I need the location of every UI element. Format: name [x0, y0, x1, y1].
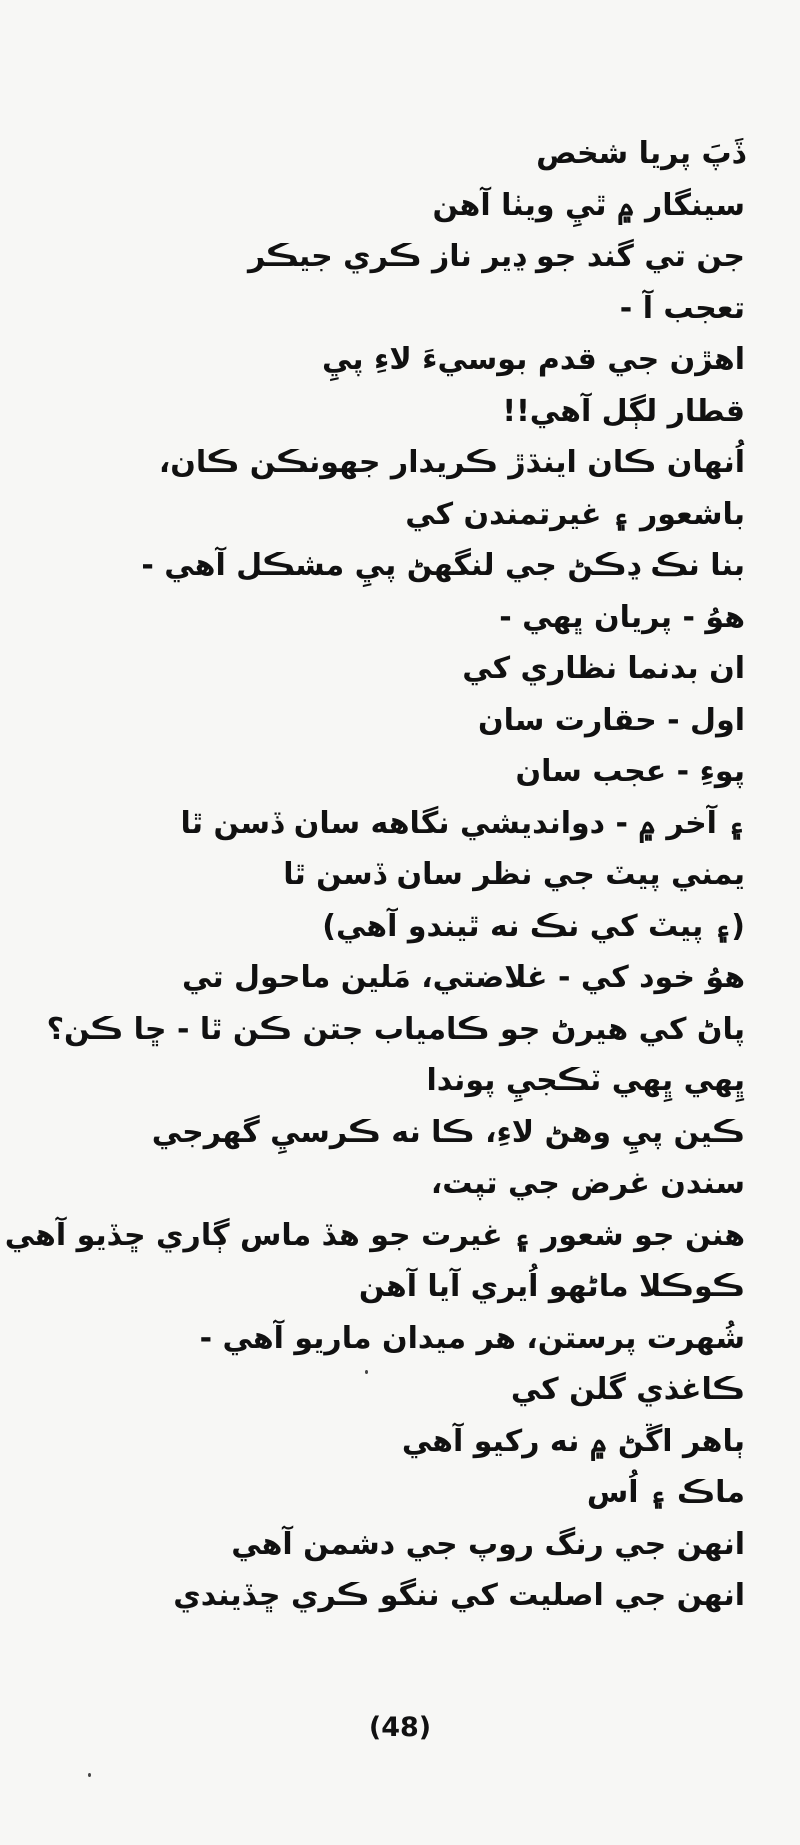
poem-line: بنا نڪ ڍڪڻ جي لنگهڻ پيِ مشڪل آهي - — [141, 548, 745, 583]
poem-line: (۽ پيٽ کي نڪ نه ٿيندو آهي) — [322, 908, 745, 944]
poem-line: سينگار ۾ ٿيِ ويٺا آهن — [432, 187, 745, 223]
poem-line: سندن غرض جي تپت، — [430, 1166, 745, 1201]
poem-line: ٻاهر اڱڻ ۾ نه رکيو آهي — [401, 1423, 745, 1459]
poem-line: باشعور ۽ غيرتمندن کي — [405, 496, 745, 532]
poem-line: پوءِ - عجب سان — [515, 754, 745, 789]
poem-line: انهن جي اصليت کي ننگو ڪري ڇڏيندي — [173, 1578, 745, 1613]
poem-line: يمني پيٽ جي نظر سان ڏسن ٿا — [283, 857, 745, 892]
poem-line: ۽ آخر ۾ - دوانديشي نگاهه سان ڏسن ٿا — [180, 805, 745, 841]
poem-line: اُنهان ڪان اينڌڙ ڪريدار جهونڪن ڪان، — [158, 445, 745, 480]
poem-line: اهڙن جي قدم بوسيءَ لاءِ پيِ — [321, 342, 745, 377]
scan-speck — [365, 1370, 368, 1374]
poem-line: ڏَپَ پريا شخص — [536, 136, 745, 171]
poem-body — [4, 128, 745, 1622]
page-number: (48) — [368, 1712, 432, 1743]
scan-speck — [88, 1773, 91, 1777]
poem-line: ان بدنما نظاري کي — [462, 651, 745, 686]
poem-line: پاڻ کي هيرڻ جو ڪامياب جتن ڪن ٿا - ڇا ڪن؟ — [46, 1011, 745, 1047]
poem-line: ڀِهي ڀِهي ٽڪجيِ پوندا — [426, 1063, 745, 1098]
poem-line: قطار لڳل آهي!! — [502, 393, 745, 429]
poem-line: انهن جي رنگ روپ جي دشمن آهي — [231, 1526, 745, 1562]
poem-line: ماڪ ۽ اُس — [586, 1475, 745, 1510]
poem-line: هنن جو شعور ۽ غيرت جو هڏ ماس ڳاري ڇڏيو آهي — [4, 1217, 745, 1253]
poem-line: جن تي گند جو ڍير ناز ڪري جيڪر — [248, 239, 745, 274]
poem-line: شُهرت پرستن، هر ميدان ماريو آهي - — [199, 1320, 745, 1356]
poem-line: هوُ - پريان ڀهي - — [499, 599, 745, 635]
poem-line: اول - حقارت سان — [477, 702, 745, 738]
poem-line: ڪاغذي گلن کي — [510, 1372, 745, 1407]
poem-line: ڪوڪلا ماڻهو اُيري آيا آهن — [358, 1269, 745, 1304]
poem-line: هوُ خود کي - غلاضتي، مَلين ماحول تي — [181, 960, 745, 995]
poem-line: ڪين پيِ وهڻ لاءِ، ڪا نه ڪرسيِ گهرجي — [151, 1114, 745, 1150]
poem-line: تعجب آ - — [619, 290, 745, 326]
